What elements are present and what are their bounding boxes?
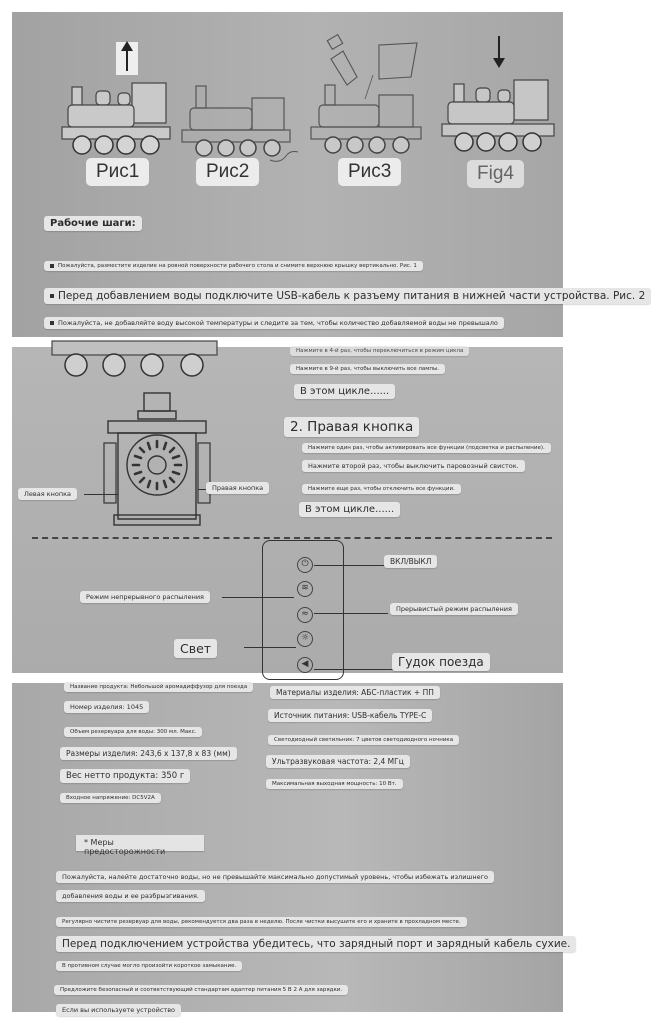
figure-label-2: Рис2 — [196, 158, 259, 186]
press-9-text: Нажмите в 9-й раз, чтобы выключить все лампы. — [290, 364, 445, 374]
cycle-text-2: В этом цикле...... — [299, 502, 400, 517]
spec-power-source: Источник питания: USB-кабель TYPE-C — [268, 709, 432, 722]
spec-size: Размеры изделия: 243,6 x 137,8 x 83 (мм) — [60, 747, 237, 760]
spec-input-voltage: Входное напряжение: DC5V2A — [60, 793, 161, 803]
onoff-label: ВКЛ/ВЫКЛ — [384, 555, 437, 568]
train-illustration-top — [52, 341, 222, 381]
precaution-2: Регулярно чистите резервуар для воды, рекомендуется два раза в неделю. После чистки высушите его и храните в прохладном месте. — [56, 917, 467, 927]
arrow-down-icon — [492, 34, 506, 70]
step-2-text: Перед добавлением воды подключите USB-кабель к разъему питания в нижней части устройства. Рис. 2 — [44, 288, 651, 304]
left-button-label: Левая кнопка — [18, 488, 77, 500]
train-illustration-4 — [440, 74, 560, 156]
right-button-step-2: Нажмите второй раз, чтобы выключить паровозный свисток. — [302, 460, 525, 472]
locomotive-front-illustration — [104, 393, 214, 527]
figure-label-1: Рис1 — [86, 158, 149, 186]
intermittent-spray-icon: ≈ — [297, 607, 313, 623]
precaution-3: Перед подключением устройства убедитесь, что зарядный порт и зарядный кабель сухие. — [56, 936, 576, 952]
intermittent-spray-label: Прерывистый режим распыления — [390, 603, 518, 615]
horn-icon: ◀ — [297, 657, 313, 673]
spec-ultrasonic: Ультразвуковая частота: 2,4 МГц — [266, 755, 410, 768]
right-button-label: Правая кнопка — [206, 482, 269, 494]
precaution-1b: добавления воды и ее разбрызгивания. — [56, 890, 205, 902]
precautions-title: * Меры предосторожности — [76, 835, 204, 851]
right-button-step-1: Нажмите один раз, чтобы активировать все функции (подсветка и распыление). — [302, 443, 551, 453]
remote-control — [262, 540, 344, 680]
spec-material: Материалы изделия: АБС-пластик + ПП — [270, 686, 440, 699]
train-illustration-2 — [182, 82, 292, 162]
spec-net-weight: Вес нетто продукта: 350 г — [60, 769, 190, 783]
continuous-spray-label: Режим непрерывного распыления — [80, 591, 210, 603]
leader-line-left — [84, 494, 118, 495]
light-label: Свет — [174, 639, 217, 658]
spec-led: Светодиодный светильник: 7 цветов светодиодного ночника — [268, 735, 459, 745]
arrow-up-icon — [116, 37, 138, 75]
spec-max-power: Максимальная выходная мощность: 10 Вт. — [266, 779, 403, 789]
leader-horn — [314, 669, 394, 670]
specifications-panel — [12, 683, 571, 1014]
precaution-1a: Пожалуйста, налейте достаточно воды, но не превышайте максимально допустимый уровень, чтобы избежать излишнего — [56, 871, 494, 883]
train-illustration-3 — [309, 37, 429, 162]
step-3-text: Пожалуйста, не добавляйте воду высокой температуры и следите за тем, чтобы количество добавляемой воды не превышало — [44, 317, 504, 329]
leader-light — [244, 647, 296, 648]
top-partial-text: Нажмите в 4-й раз, чтобы переключиться в режим цикла — [290, 346, 469, 356]
leader-onoff — [314, 565, 386, 566]
precaution-5: Предложите безопасный и соответствующий стандартам адаптер питания 5 В 2 А для зарядки. — [54, 985, 348, 995]
step-1-text: Пожалуйста, разместите изделие на ровной поверхности рабочего стола и снимите верхнюю крышку вертикально. Рис. 1 — [44, 261, 423, 271]
figure-label-3: Рис3 — [338, 158, 401, 186]
horn-label: Гудок поезда — [392, 653, 490, 671]
train-illustration-1 — [62, 77, 172, 157]
figure-label-4: Fig4 — [467, 160, 524, 188]
power-button-icon: ⏻ — [297, 557, 313, 573]
cycle-text-1: В этом цикле...... — [294, 384, 395, 399]
instructions-panel-buttons — [12, 347, 563, 673]
steps-heading: Рабочие шаги: — [44, 216, 142, 231]
right-button-heading: 2. Правая кнопка — [284, 417, 419, 437]
precaution-4: В противном случае могло произойти короткое замыкание. — [56, 961, 242, 971]
section-divider — [32, 537, 552, 539]
continuous-spray-icon: ≋ — [297, 581, 313, 597]
precaution-6: Если вы используете устройство — [56, 1004, 181, 1016]
instructions-panel-steps — [12, 12, 646, 337]
leader-intermittent — [314, 613, 388, 614]
right-button-step-3: Нажмите еще раз, чтобы отключить все функции. — [302, 484, 461, 494]
spec-product-name: Название продукта: Небольшой аромадиффузор для поезда — [64, 682, 253, 692]
leader-continuous — [222, 597, 294, 598]
spec-capacity: Объем резервуара для воды: 300 мл. Макс. — [64, 727, 202, 737]
light-icon: ☼ — [297, 631, 313, 647]
spec-item-number: Номер изделия: 1045 — [64, 701, 149, 713]
